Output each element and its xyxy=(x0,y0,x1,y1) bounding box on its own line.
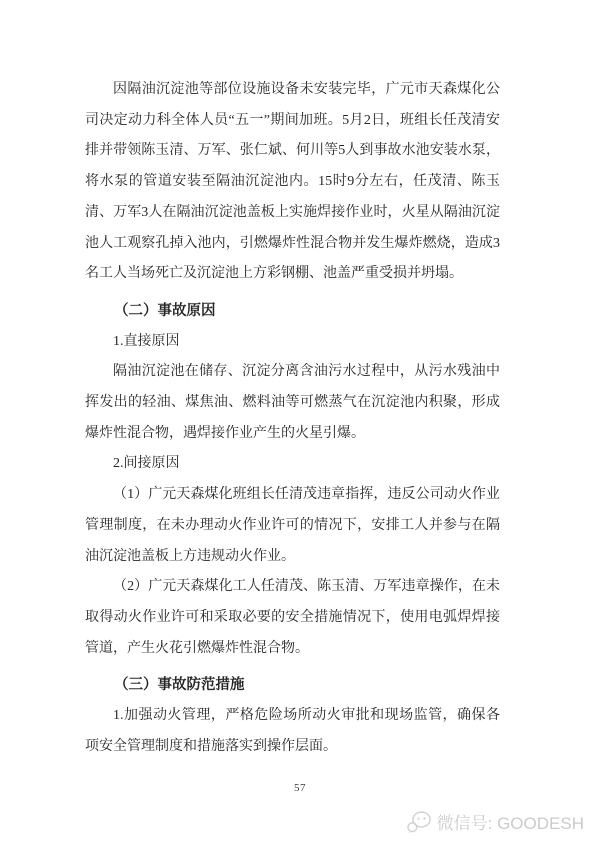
document-content xyxy=(85,75,500,762)
watermark xyxy=(407,809,584,834)
heading-accident-cause: （二）事故原因 xyxy=(114,302,216,319)
paragraph-direct-cause: 隔油沉淀池在储存、沉淀分离含油污水过程中，从污水残油中挥发出的轻油、煤焦油、燃料油等可燃蒸气在沉淀池内积聚，形成爆炸性混合物，遇焊接作业产生的火星引爆。 xyxy=(85,364,500,441)
watermark-text: 微信号: GOODESH xyxy=(436,814,584,833)
wechat-icon xyxy=(407,811,432,833)
item-direct-cause: 1.直接原因 xyxy=(113,333,180,349)
paragraph-accident-course: 因隔油沉淀池等部位设施设备未安装完毕，广元市天森煤化公司决定动力科全体人员“五一”期间加班。5月2日，班组长任茂清安排并带领陈玉清、万军、张仁斌、何川等5人到事故水池安装水泵，将水泵的管道安装至隔油沉淀池内。15时9分左右，任茂清、陈玉清、万军3人在隔油沉淀池盖板上实施焊接作业时，火星从隔油沉淀池人工观察孔掉入池内，引燃爆炸性混合物并发生爆炸燃烧，造成3名工人当场死亡及沉淀池上方彩钢棚、池盖严重受损并坍塌。 xyxy=(85,82,500,282)
item-indirect-cause: 2.间接原因 xyxy=(113,456,180,472)
heading-prevention-measures: （三）事故防范措施 xyxy=(114,677,245,694)
paragraph-indirect-cause-2: （2）广元天森煤化工人任清茂、陈玉清、万军违章操作，在未取得动火作业许可和采取必要的安全措施情况下，使用电弧焊焊接管道，产生火花引燃爆炸性混合物。 xyxy=(85,579,500,656)
paragraph-prevention-1: 1.加强动火管理，严格危险场所动火审批和现场监管，确保各项安全管理制度和措施落实到操作层面。 xyxy=(85,708,500,754)
page-number: 57 xyxy=(294,782,306,794)
paragraph-indirect-cause-1: （1）广元天森煤化班组长任清茂违章指挥，违反公司动火作业管理制度，在未办理动火作业许可的情况下，安排工人并参与在隔油沉淀池盖板上方违规动火作业。 xyxy=(85,487,500,564)
